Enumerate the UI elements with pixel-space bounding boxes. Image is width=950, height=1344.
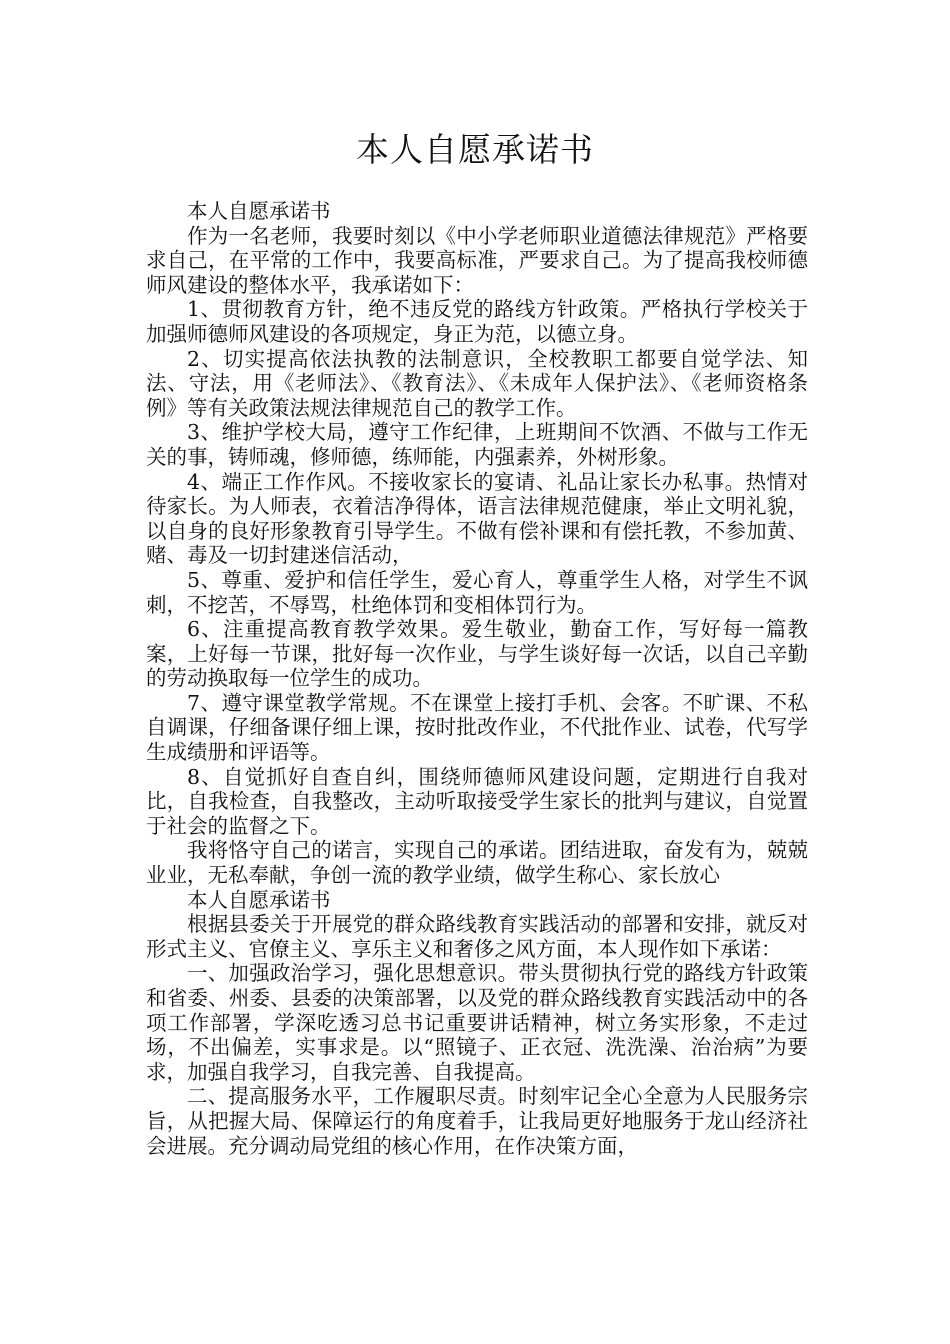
paragraph-12: 本人自愿承诺书	[187, 887, 331, 912]
paragraph-11: 我将恪守自己的诺言，实现自己的承诺。团结进取，奋发有为，兢兢业业，无私奉献，争创一流的教学业绩，做学生称心、家长放心	[146, 838, 808, 888]
paragraph-8: 6、注重提高教育教学效果。爱生敬业，勤奋工作，写好每一篇教案，上好每一节课，批好每一次作业，与学生谈好每一次话，以自己辛勤的劳动换取每一位学生的成功。	[146, 617, 808, 691]
paragraph-4: 2、切实提高依法执教的法制意识，全校教职工都要自觉学法、知法、守法，用《老师法》、《教育法》、《未成年人保护法》、《老师资格条例》等有关政策法规法律规范自己的教学工作。	[146, 346, 808, 420]
document-title: 本人自愿承诺书	[356, 130, 594, 169]
paragraph-1: 本人自愿承诺书	[187, 199, 331, 223]
paragraph-7: 5、尊重、爱护和信任学生，爱心育人，尊重学生人格，对学生不讽刺，不挖苦，不辱骂，杜绝体罚和变相体罚行为。	[146, 567, 808, 617]
paragraph-6: 4、端正工作作风。不接收家长的宴请、礼品让家长办私事。热情对待家长。为人师表，衣着洁净得体，语言法律规范健康，举止文明礼貌，以自身的良好形象教育引导学生。不做有偿补课和有偿托教，不参加黄、赌、毒及一切封建迷信活动，	[146, 469, 808, 568]
paragraph-14: 一、加强政治学习，强化思想意识。带头贯彻执行党的路线方针政策和省委、州委、县委的决策部署，以及党的群众路线教育实践活动中的各项工作部署，学深吃透习总书记重要讲话精神，树立务实形象，不走过场，不出偏差，实事求是。以“照镜子、正衣冠、洗洗澡、治治病”为要求，加强自我学习，自我完善、自我提高。	[146, 961, 808, 1084]
paragraph-3: 1、贯彻教育方针，绝不违反党的路线方针政策。严格执行学校关于加强师德师风建设的各项规定，身正为范，以德立身。	[146, 297, 808, 346]
paragraph-9: 7、遵守课堂教学常规。不在课堂上接打手机、会客。不旷课、不私自调课，仔细备课仔细上课，按时批改作业，不代批作业、试卷，代写学生成绩册和评语等。	[146, 690, 808, 765]
paragraph-15: 二、提高服务水平，工作履职尽责。时刻牢记全心全意为人民服务宗旨，从把握大局、保障运行的角度着手，让我局更好地服务于龙山经济社会进展。充分调动局党组的核心作用，在作决策方面，	[146, 1084, 808, 1158]
paragraph-5: 3、维护学校大局，遵守工作纪律，上班期间不饮酒、不做与工作无关的事，铸师魂，修师德，练师能，内强素养，外树形象。	[146, 420, 808, 469]
document-body	[146, 199, 808, 1158]
paragraph-2: 作为一名老师，我要时刻以《中小学老师职业道德法律规范》严格要求自己，在平常的工作中，我要高标准，严要求自己。为了提高我校师德师风建设的整体水平，我承诺如下：	[146, 223, 808, 297]
paragraph-13: 根据县委关于开展党的群众路线教育实践活动的部署和安排，就反对形式主义、官僚主义、享乐主义和奢侈之风方面，本人现作如下承诺：	[146, 912, 808, 961]
paragraph-10: 8、自觉抓好自查自纠，围绕师德师风建设问题，定期进行自我对比，自我检查，自我整改，主动听取接受学生家长的批判与建议，自觉置于社会的监督之下。	[146, 764, 808, 838]
